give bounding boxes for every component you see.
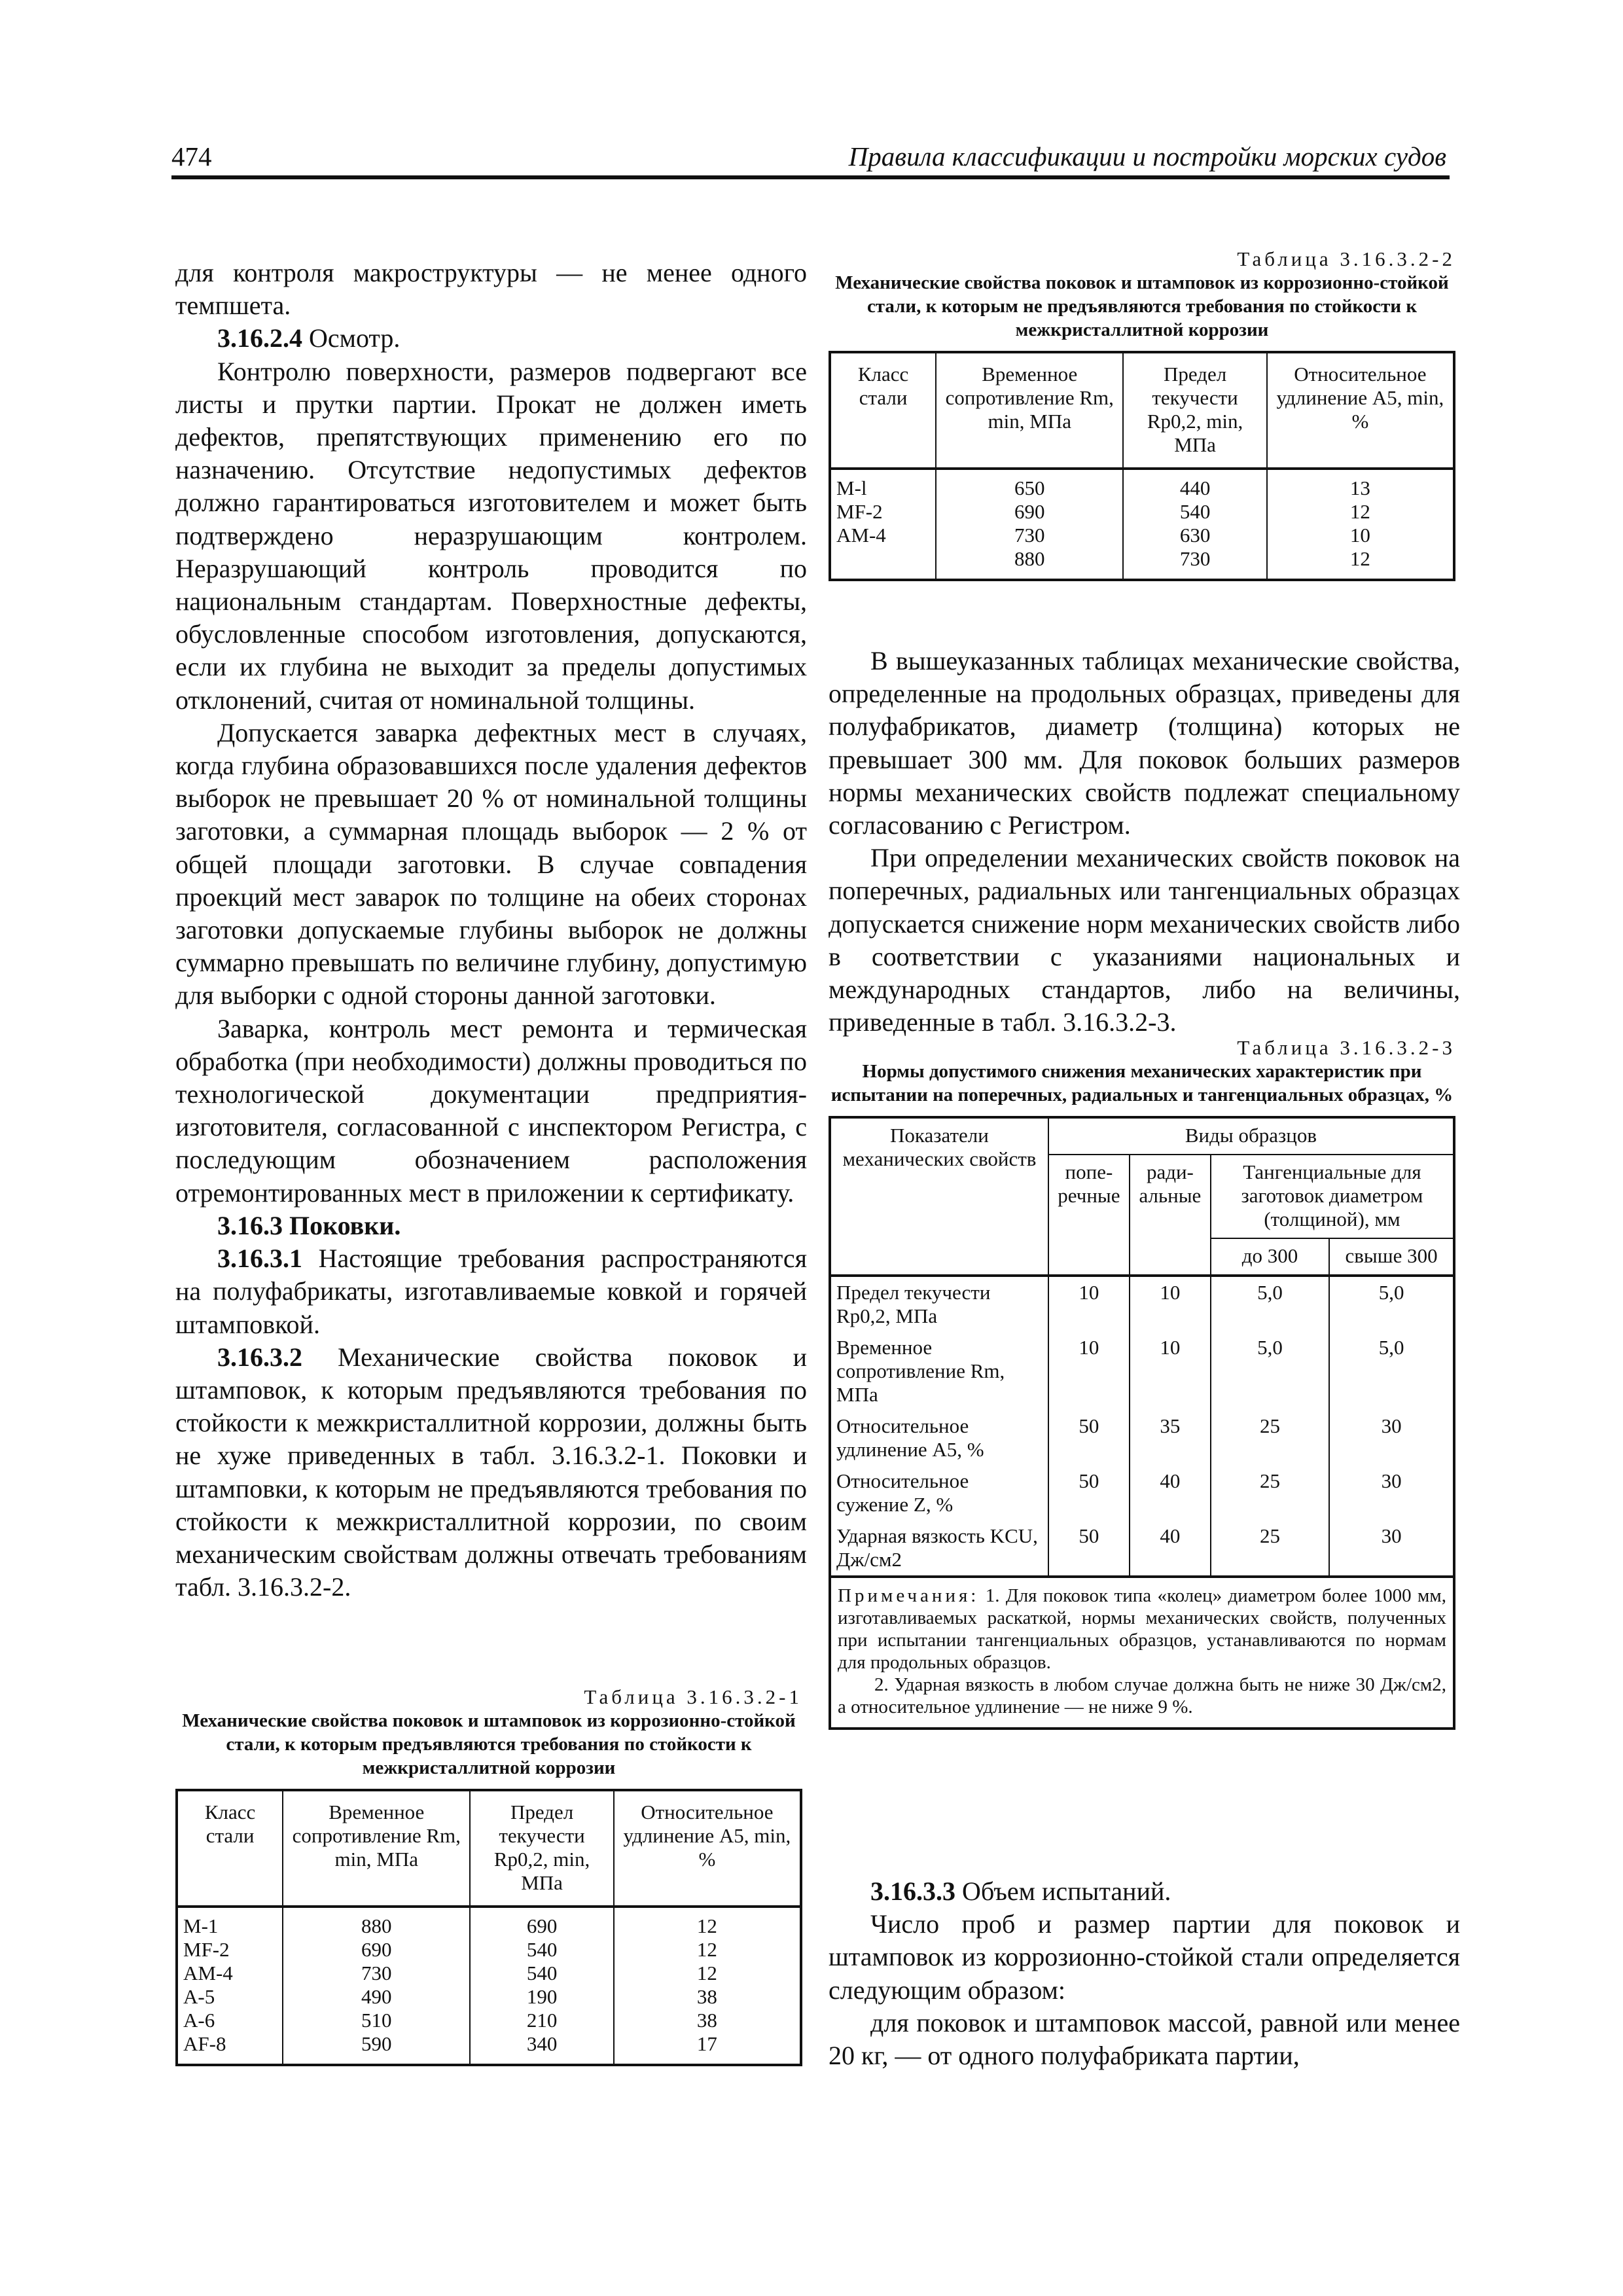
paragraph-text: Механические свойства поковок и штамповок, к которым предъявляются требования по стойкости к межкристаллитной коррозии, должны быть не хуже приведенных в табл. 3.16.3.2-1. Поковки и штамповки, к которым не предъявляются требования по стойкости к межкристаллитной коррозии, по своим механическим свойствам должны отвечать требованиям табл. 3.16.3.2-2.: [175, 1342, 807, 1602]
table-cell: 730: [1123, 547, 1266, 580]
table-row: [830, 469, 1454, 500]
table-row: [830, 1520, 1454, 1577]
table-cell: 12: [614, 1962, 801, 1985]
table-row: [830, 1276, 1454, 1332]
table-cell: 12: [1267, 500, 1454, 524]
left-column: [175, 257, 807, 1604]
section-number: 3.16.3.3: [870, 1876, 955, 1906]
paragraph: [175, 1242, 807, 1341]
table-cell: 690: [470, 1907, 613, 1938]
note: [838, 1585, 1446, 1674]
table-cell: 690: [936, 500, 1123, 524]
table-cell: 540: [1123, 500, 1266, 524]
table-row: [830, 500, 1454, 524]
table-cell: 25: [1211, 1465, 1329, 1520]
table-cell: 30: [1329, 1520, 1454, 1577]
table-cell: Относительное удлинение A5, %: [830, 1410, 1048, 1465]
paragraph: При определении механических свойств поковок на поперечных, радиальных или тангенциальных образцах допускается снижение норм механических свойств либо в соответствии с указаниями национальных и международных стандартов, либо на величины, приведенные в табл. 3.16.3.2-3.: [829, 843, 1460, 1037]
table-cell: 650: [936, 469, 1123, 500]
table-cell: 730: [936, 524, 1123, 547]
table-cell: 10: [1130, 1276, 1211, 1332]
header-cell: попе-речные: [1048, 1155, 1130, 1276]
table-row: [177, 2032, 801, 2065]
running-title: Правила классификации и постройки морских судов: [848, 141, 1446, 171]
table-cell: 730: [283, 1962, 470, 1985]
data-table: [175, 1789, 802, 2066]
table-cell: AF-8: [177, 2032, 283, 2065]
section-number: 3.16.2.4: [217, 323, 302, 353]
data-table: [829, 351, 1455, 581]
table-cell: 540: [470, 1962, 613, 1985]
table-caption: Механические свойства поковок и штамповок из коррозионно-стойкой стали, к которым не предъявляются требования по стойкости к межкристаллитной коррозии: [835, 272, 1449, 340]
table-cell: 35: [1130, 1410, 1211, 1465]
header-cell: ради-альные: [1130, 1155, 1211, 1276]
table-cell: 5,0: [1329, 1332, 1454, 1410]
table-cell: AM-4: [830, 524, 936, 547]
header-cell: Относительное удлинение A5, min, %: [1267, 352, 1454, 469]
table-cell: 690: [283, 1938, 470, 1962]
header-cell: Временное сопротивление Rm, min, МПа: [936, 352, 1123, 469]
section-heading-scope: [829, 1875, 1460, 1908]
table-row: [830, 1465, 1454, 1520]
table-row: [830, 547, 1454, 580]
table-cell: 10: [1130, 1332, 1211, 1410]
table-cell: A-5: [177, 1985, 283, 2009]
table-cell: Относительное сужение Z, %: [830, 1465, 1048, 1520]
header-cell: Виды образцов: [1048, 1117, 1454, 1155]
right-column-lower: [829, 1875, 1460, 2072]
table-cell: 12: [614, 1938, 801, 1962]
table-cell: 630: [1123, 524, 1266, 547]
paragraph: [175, 1341, 807, 1604]
table-number: Таблица 3.16.3.2-1: [584, 1685, 802, 1708]
header-cell: Временное сопротивление Rm, min, МПа: [283, 1790, 470, 1907]
paragraph: Заварка, контроль мест ремонта и термическая обработка (при необходимости) должны проводиться по технологической документации предприятия-изготовителя, согласованной с инспектором Регистра, с последующим обозначением расположения отремонтированных мест в приложении к сертификату.: [175, 1013, 807, 1208]
table-cell: 490: [283, 1985, 470, 2009]
header-cell: Класс стали: [177, 1790, 283, 1907]
paragraph: В вышеуказанных таблицах механические свойства, определенные на продольных образцах, приведены для полуфабрикатов, диаметр (толщина) которых не превышает 300 мм. Для поковок больших размеров нормы механических свойств подлежат специальному согласованию с Регистром.: [829, 646, 1460, 840]
note-text: 1. Для поковок типа «колец» диаметром более 1000 мм, изготавливаемых раскаткой, нормы механических свойств, полученных при испытании тангенциальных образцов, устанавливаются по нормам для продольных образцов.: [838, 1585, 1446, 1673]
paragraph: Допускается заварка дефектных мест в случаях, когда глубина образовавшихся после удаления дефектов выборок не превышает 20 % от номинальной толщины заготовки, а суммарная площадь выборок — 2 % от общей площади заготовки. В случае совпадения проекций мест заварок по толщине на обеих сторонах заготовки допускаемые глубины выборок не должны суммарно превышать по величине глубину, допустимую для выборки с одной стороны данной заготовки.: [175, 717, 807, 1011]
paragraph-text: Настоящие требования распространяются на полуфабрикаты, изготавливаемые ковкой и горячей штамповкой.: [175, 1244, 807, 1339]
table-row: [830, 1410, 1454, 1465]
header-cell: Тангенциальные для заготовок диаметром (толщиной), мм: [1211, 1155, 1454, 1238]
table-row: [830, 1332, 1454, 1410]
section-heading-forgings: [175, 1210, 807, 1242]
header-cell: Предел текучести Rp0,2, min, МПа: [470, 1790, 613, 1907]
paragraph: для поковок и штамповок массой, равной или менее 20 кг, — от одного полуфабриката партии,: [829, 2007, 1460, 2071]
table-3-16-3-2-1: [175, 1685, 802, 2066]
table-cell: 30: [1329, 1465, 1454, 1520]
table-cell: 50: [1048, 1410, 1130, 1465]
table-cell: 38: [614, 1985, 801, 2009]
table-cell: Временное сопротивление Rm, МПа: [830, 1332, 1048, 1410]
header-cell: до 300: [1211, 1238, 1329, 1276]
section-title: Объем испытаний.: [955, 1876, 1171, 1906]
table-cell: 12: [1267, 547, 1454, 580]
header-cell: Показатели механических свойств: [830, 1117, 1048, 1276]
table-row: [177, 1938, 801, 1962]
table-cell: A-6: [177, 2009, 283, 2032]
table-row: [177, 1962, 801, 1985]
table-cell: 17: [614, 2032, 801, 2065]
table-cell: Ударная вязкость KCU, Дж/см2: [830, 1520, 1048, 1577]
table-3-16-3-2-2: [829, 247, 1455, 581]
table-cell: 25: [1211, 1520, 1329, 1577]
header-cell: Класс стали: [830, 352, 936, 469]
table-cell: 5,0: [1329, 1276, 1454, 1332]
header-rule: [171, 175, 1450, 179]
table-cell: 50: [1048, 1465, 1130, 1520]
page-number: 474: [171, 141, 212, 171]
table-cell: 10: [1048, 1276, 1130, 1332]
table-cell: 30: [1329, 1410, 1454, 1465]
header-cell: свыше 300: [1329, 1238, 1454, 1276]
table-cell: 5,0: [1211, 1276, 1329, 1332]
section-number: 3.16.3.1: [217, 1244, 302, 1274]
table-cell: 440: [1123, 469, 1266, 500]
table-row: [177, 1907, 801, 1938]
table-caption: Механические свойства поковок и штамповок из коррозионно-стойкой стали, к которым предъявляются требования по стойкости к межкристаллитной коррозии: [182, 1710, 796, 1778]
section-title: Осмотр.: [302, 323, 401, 353]
table-cell: M-l: [830, 469, 936, 500]
table-cell: MF-2: [177, 1938, 283, 1962]
table-notes: [830, 1577, 1454, 1729]
table-cell: 38: [614, 2009, 801, 2032]
table-cell: 190: [470, 1985, 613, 2009]
paragraph: для контроля макроструктуры — не менее одного темпшета.: [175, 258, 807, 321]
header-cell: Относительное удлинение A5, min, %: [614, 1790, 801, 1907]
table-3-16-3-2-3: [829, 1036, 1455, 1730]
table-cell: 40: [1130, 1520, 1211, 1577]
paragraph: Контролю поверхности, размеров подвергают все листы и прутки партии. Прокат не должен иметь дефектов, препятствующих применению его по назначению. Отсутствие недопустимых дефектов должно гарантироваться изготовителем и может быть подтверждено неразрушающим контролем. Неразрушающий контроль проводится по национальным стандартам. Поверхностные дефекты, обусловленные способом изготовления, допускаются, если их глубина не выходит за пределы допустимых отклонений, считая от номинальной толщины.: [175, 356, 807, 715]
table-cell: 590: [283, 2032, 470, 2065]
table-number: Таблица 3.16.3.2-3: [1237, 1036, 1455, 1059]
section-heading-inspection: [175, 322, 807, 355]
table-cell: 40: [1130, 1465, 1211, 1520]
section-number: 3.16.3.2: [217, 1342, 302, 1372]
table-cell: 13: [1267, 469, 1454, 500]
table-cell: Предел текучести Rp0,2, МПа: [830, 1276, 1048, 1332]
table-cell: 12: [614, 1907, 801, 1938]
data-table: [829, 1116, 1455, 1730]
table-cell: 50: [1048, 1520, 1130, 1577]
table-cell: 340: [470, 2032, 613, 2065]
table-row: [177, 1985, 801, 2009]
table-row: [830, 524, 1454, 547]
table-cell: 5,0: [1211, 1332, 1329, 1410]
table-cell: 880: [283, 1907, 470, 1938]
table-cell: 25: [1211, 1410, 1329, 1465]
table-cell: MF-2: [830, 500, 936, 524]
table-row: [177, 2009, 801, 2032]
table-caption: Нормы допустимого снижения механических характеристик при испытании на поперечных, радиальных и тангенциальных образцах, %: [830, 1061, 1454, 1105]
table-cell: 10: [1048, 1332, 1130, 1410]
header-cell: Предел текучести Rp0,2, min, МПа: [1123, 352, 1266, 469]
table-cell: 210: [470, 2009, 613, 2032]
table-cell: M-1: [177, 1907, 283, 1938]
table-cell: 10: [1267, 524, 1454, 547]
table-cell: 510: [283, 2009, 470, 2032]
notes-label: Примечания:: [838, 1585, 980, 1606]
table-cell: 880: [936, 547, 1123, 580]
section-title: 3.16.3 Поковки.: [217, 1210, 401, 1240]
right-column-upper: [829, 645, 1460, 1039]
table-number: Таблица 3.16.3.2-2: [1237, 247, 1455, 270]
note: 2. Ударная вязкость в любом случае должна быть не ниже 30 Дж/см2, а относительное удлинение — не ниже 9 %.: [838, 1674, 1446, 1717]
table-cell: AM-4: [177, 1962, 283, 1985]
table-cell: 540: [470, 1938, 613, 1962]
table-cell: [830, 547, 936, 580]
paragraph: Число проб и размер партии для поковок и штамповок из коррозионно-стойкой стали определяется следующим образом:: [829, 1909, 1460, 2005]
